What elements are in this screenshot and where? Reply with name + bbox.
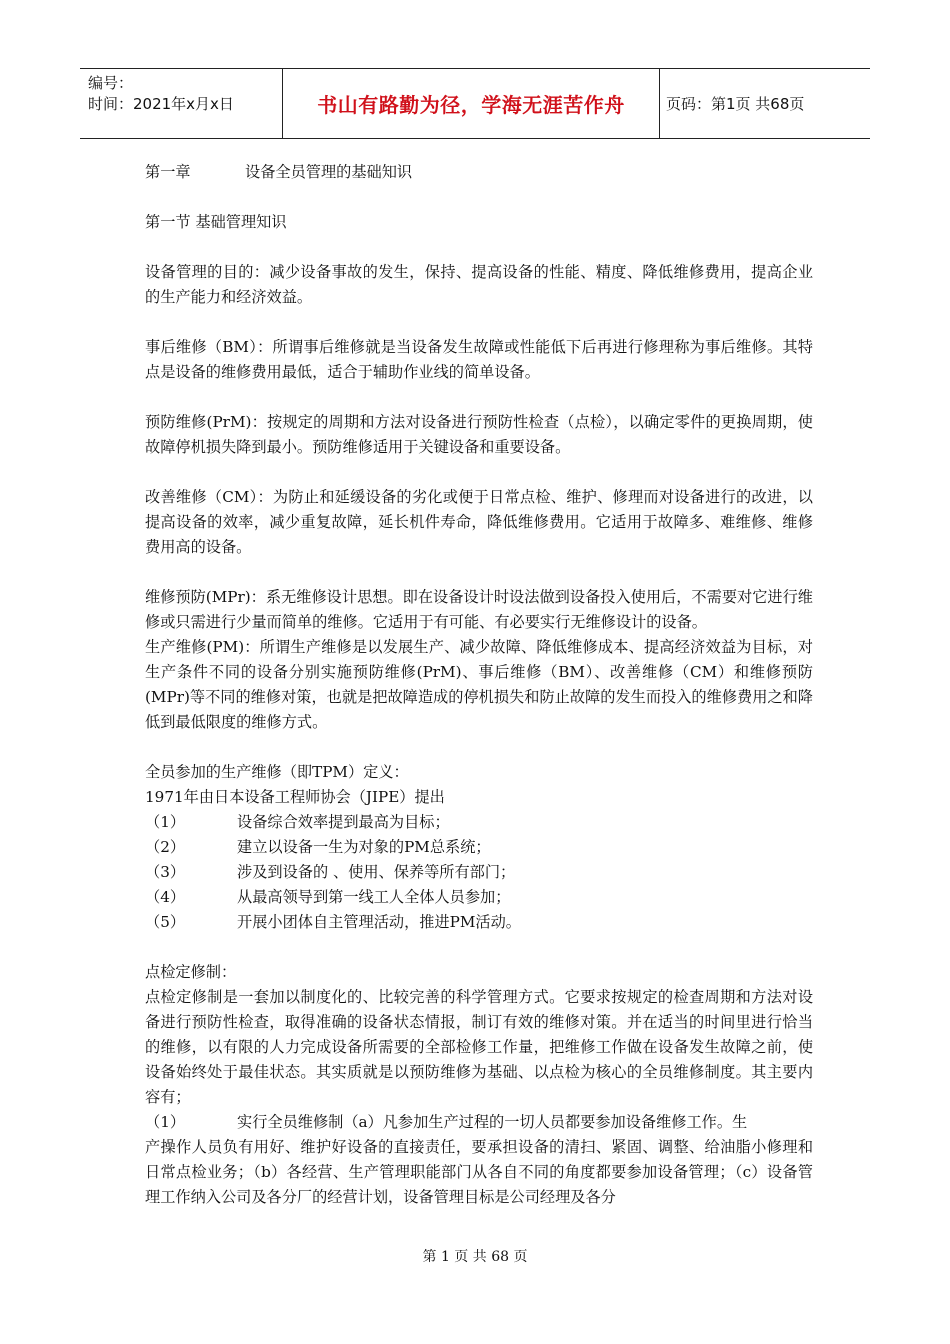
inspection-item (145, 1110, 813, 1135)
document-number-label: 编号： (88, 74, 134, 92)
chapter-title: 设备全员管理的基础知识 (245, 163, 413, 181)
header-meta (80, 69, 282, 138)
list-item-text: 开展小团体自主管理活动，推进PM活动。 (237, 913, 521, 931)
list-item (145, 885, 813, 910)
list-item-text: 从最高领导到第一线工人全体人员参加； (237, 888, 511, 906)
paragraph-bm: 事后维修（BM）：所谓事后维修就是当设备发生故障或性能低下后再进行修理称为事后维修。其特点是设备的维修费用最低，适合于辅助作业线的简单设备。 (145, 338, 813, 381)
list-item (145, 810, 813, 835)
header-page-info: 页码：第1页 共68页 (666, 95, 805, 113)
inspection-item-first-line: 实行全员维修制（a）凡参加生产过程的一切人员都要参加设备维修工作。生 (237, 1113, 748, 1131)
page-footer: 第 1 页 共 68 页 (422, 1249, 528, 1265)
inspection-title: 点检定修制： (145, 963, 237, 981)
tpm-title: 全员参加的生产维修（即TPM）定义： (145, 763, 409, 781)
chapter-number: 第一章 (145, 163, 191, 181)
paragraph-cm: 改善维修（CM）：为防止和延缓设备的劣化或便于日常点检、维护、修理而对设备进行的改进，以提高设备的效率，减少重复故障，延长机件寿命，降低维修费用。它适用于故障多、难维修、维修费用高的设备。 (145, 488, 813, 556)
paragraph-pm: 生产维修(PM)：所谓生产维修是以发展生产、减少故障、降低维修成本、提高经济效益为目标，对生产条件不同的设备分别实施预防维修(PrM)、事后维修（BM）、改善维修（CM）和维修预防(MPr)等不同的维修对策，也就是把故障造成的停机损失和防止故障的发生而投入的维修费用之和降低到最低限度的维修方式。 (145, 638, 813, 731)
list-item (145, 910, 813, 935)
section-heading: 第一节 基础管理知识 (145, 213, 287, 231)
list-item-number: （2） (145, 838, 186, 856)
list-item (145, 835, 813, 860)
list-item-number: （5） (145, 913, 186, 931)
tpm-origin: 1971年由日本设备工程师协会（JIPE）提出 (145, 788, 445, 806)
paragraph-purpose: 设备管理的目的：减少设备事故的发生，保持、提高设备的性能、精度、降低维修费用，提高企业的生产能力和经济效益。 (145, 263, 813, 306)
paragraph-mpr: 维修预防(MPr)：系无维修设计思想。即在设备设计时设法做到设备投入使用后，不需要对它进行维修或只需进行少量而简单的维修。它适用于有可能、有必要实行无维修设计的设备。 (145, 588, 813, 631)
paragraph-prm: 预防维修(PrM)：按规定的周期和方法对设备进行预防性检查（点检），以确定零件的更换周期，使故障停机损失降到最小。预防维修适用于关键设备和重要设备。 (145, 413, 813, 456)
inspection-item-continuation: 产操作人员负有用好、维护好设备的直接责任，要承担设备的清扫、紧固、调整、给油脂小修理和日常点检业务；（b）各经营、生产管理职能部门从各自不同的角度都要参加设备管理；（c）设备管理工作纳入公司及各分厂的经营计划，设备管理目标是公司经理及各分 (145, 1138, 813, 1206)
list-item-text: 设备综合效率提到最高为目标； (237, 813, 450, 831)
list-item (145, 860, 813, 885)
list-item-number: （4） (145, 888, 186, 906)
document-body (145, 160, 813, 1210)
list-item-number: （1） (145, 1113, 186, 1131)
list-item-number: （1） (145, 813, 186, 831)
page-header (80, 68, 870, 139)
list-item-text: 涉及到设备的 、使用、保养等所有部门； (237, 863, 516, 881)
header-motto: 书山有路勤为径，学海无涯苦作舟 (282, 69, 660, 138)
list-item-text: 建立以设备一生为对象的PM总系统； (237, 838, 491, 856)
chapter-heading (145, 160, 813, 185)
list-item-number: （3） (145, 863, 186, 881)
inspection-body: 点检定修制是一套加以制度化的、比较完善的科学管理方式。它要求按规定的检查周期和方法对设备进行预防性检查，取得准确的设备状态情报，制订有效的维修对策。并在适当的时间里进行恰当的维修，以有限的人力完成设备所需要的全部检修工作量，把维修工作做在设备发生故障之前，使设备始终处于最佳状态。其实质就是以预防维修为基础、以点检为核心的全员维修制度。其主要内容有； (145, 988, 813, 1106)
document-time-label: 时间：2021年x月x日 (88, 95, 234, 113)
